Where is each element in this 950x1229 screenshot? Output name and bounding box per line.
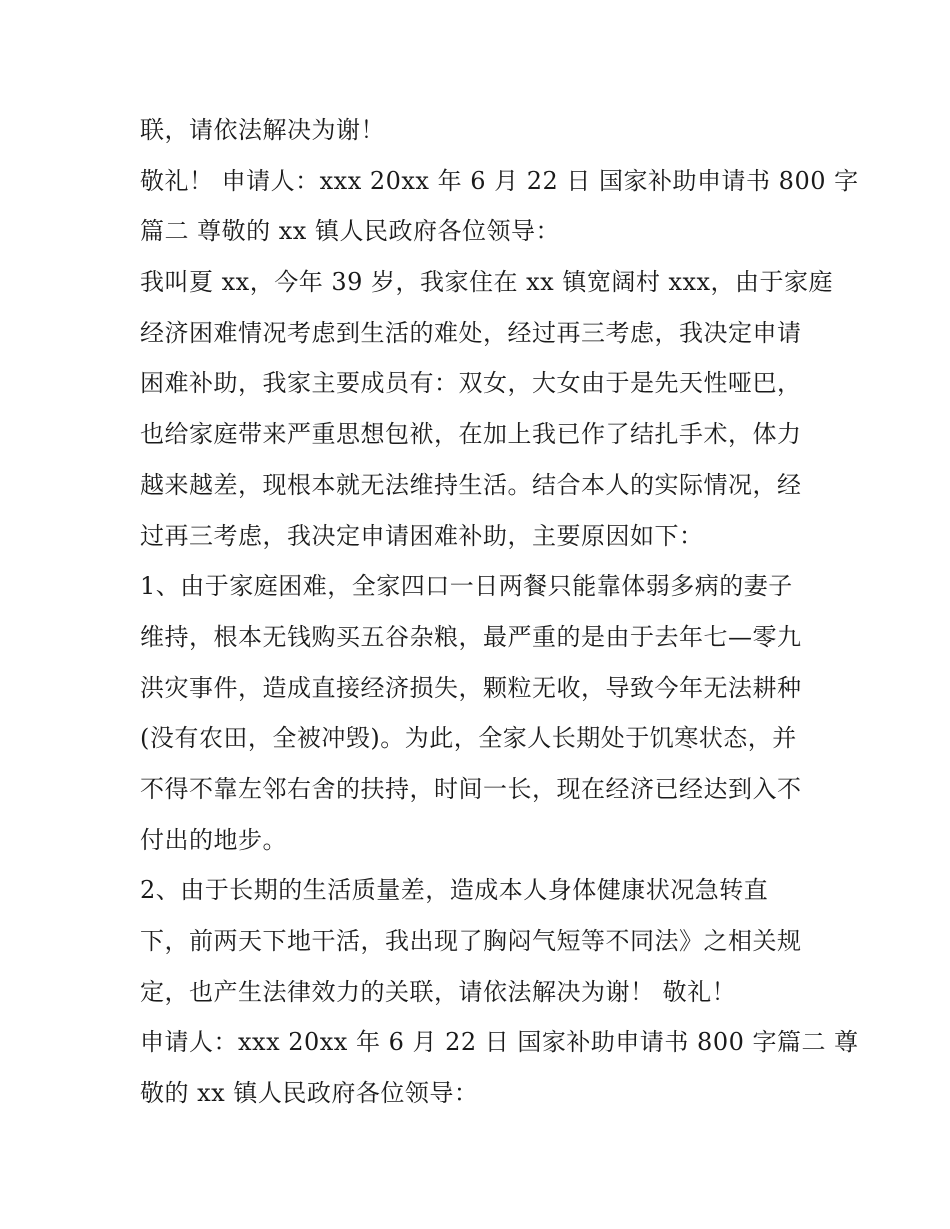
text-line: (没有农田，全被冲毁)。为此，全家人长期处于饥寒状态，并 bbox=[140, 724, 797, 753]
text-line: 2、由于长期的生活质量差，造成本人身体健康状况急转直 bbox=[140, 876, 769, 905]
text-line: 不得不靠左邻右舍的扶持，时间一长，现在经济已经达到入不 bbox=[140, 774, 802, 803]
text-line: 越来越差，现根本就无法维持生活。结合本人的实际情况，经 bbox=[140, 470, 802, 499]
text-line: 敬礼！ 申请人：xxx 20xx 年 6 月 22 日 国家补助申请书 800 字 bbox=[140, 166, 859, 195]
text-line: 1、由于家庭困难，全家四口一日两餐只能靠体弱多病的妻子 bbox=[140, 572, 793, 601]
text-line: 联，请依法解决为谢！ bbox=[140, 116, 385, 144]
text-line: 定，也产生法律效力的关联，请依法解决为谢！ 敬礼！ bbox=[140, 977, 737, 1006]
document-body bbox=[140, 105, 859, 1119]
text-line: 篇二 尊敬的 xx 镇人民政府各位领导： bbox=[140, 217, 560, 246]
text-line: 过再三考虑，我决定申请困难补助，主要原因如下： bbox=[140, 521, 704, 550]
text-line: 我叫夏 xx，今年 39 岁，我家住在 xx 镇宽阔村 xxx，由于家庭 bbox=[140, 268, 834, 297]
text-line: 洪灾事件，造成直接经济损失，颗粒无收，导致今年无法耕种 bbox=[140, 673, 802, 702]
text-line: 经济困难情况考虑到生活的难处，经过再三考虑，我决定申请 bbox=[140, 318, 802, 347]
text-line: 付出的地步。 bbox=[140, 825, 287, 854]
text-line: 申请人：xxx 20xx 年 6 月 22 日 国家补助申请书 800 字篇二 尊 bbox=[140, 1028, 859, 1057]
text-line: 维持，根本无钱购买五谷杂粮，最严重的是由于去年七—零九 bbox=[140, 622, 802, 651]
text-line: 也给家庭带来严重思想包袱，在加上我已作了结扎手术，体力 bbox=[140, 420, 802, 449]
text-line: 敬的 xx 镇人民政府各位领导： bbox=[140, 1079, 479, 1108]
text-line: 下，前两天下地干活，我出现了胸闷气短等不同法》之相关规 bbox=[140, 927, 802, 955]
text-line: 困难补助，我家主要成员有：双女，大女由于是先天性哑巴， bbox=[140, 369, 802, 398]
